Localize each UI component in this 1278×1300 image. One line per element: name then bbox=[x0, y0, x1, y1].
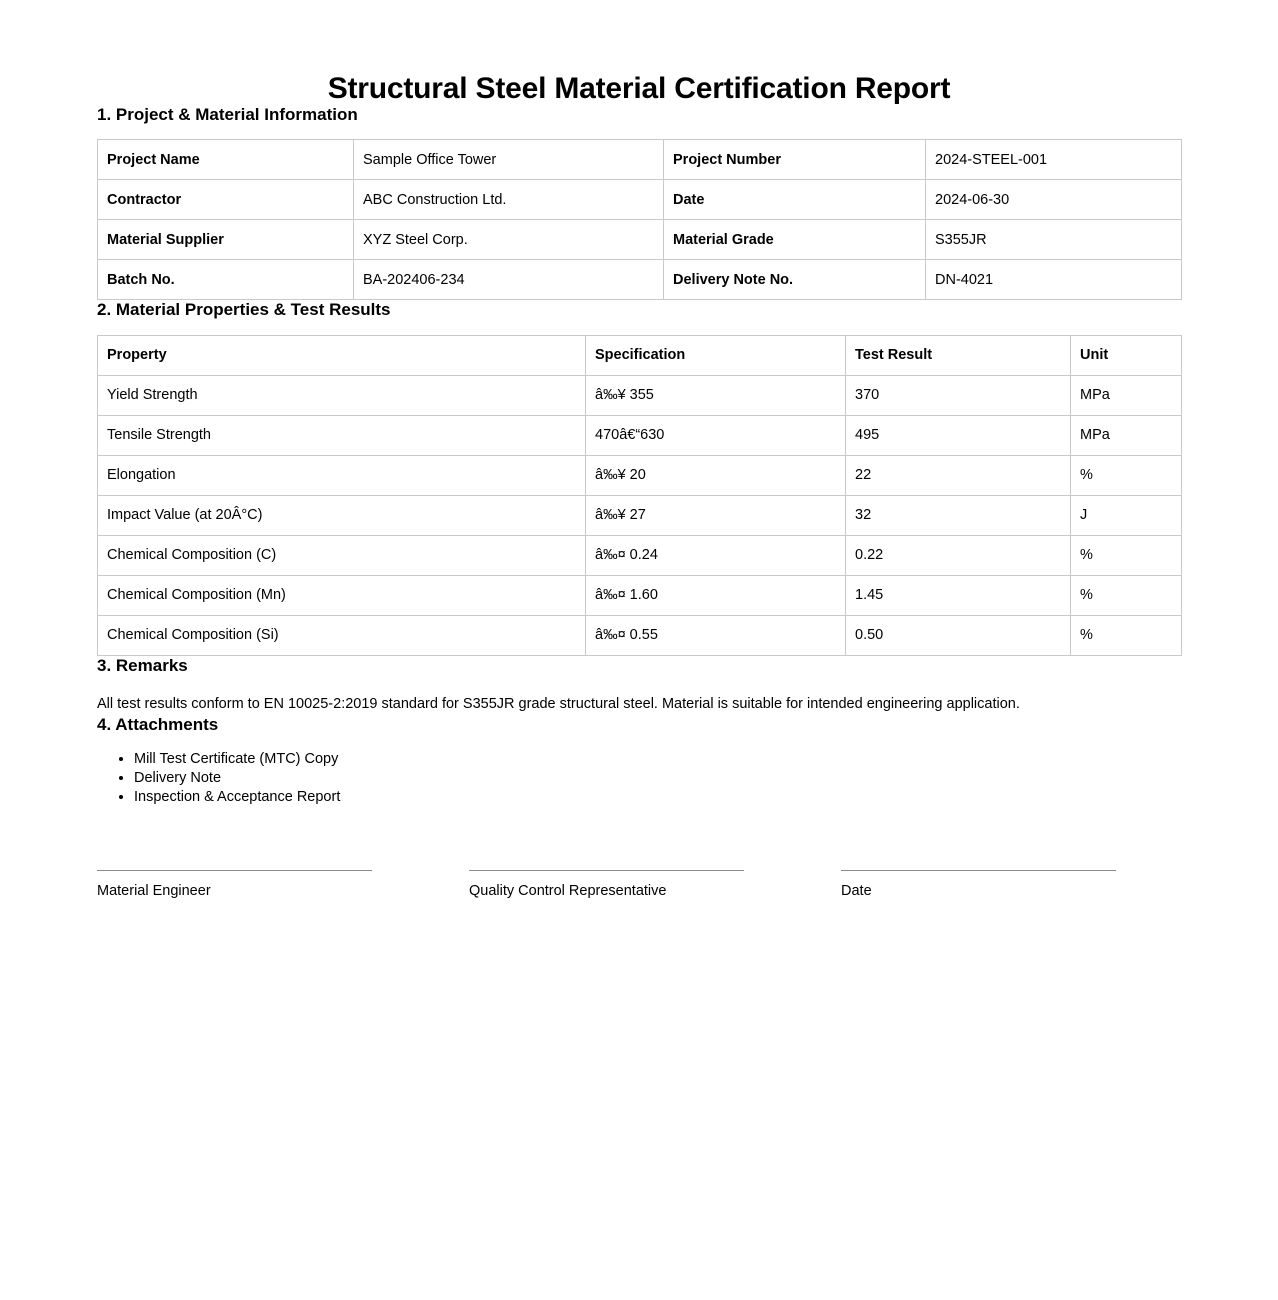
attachments-list bbox=[97, 750, 1181, 807]
cell-test-result: 22 bbox=[846, 455, 1071, 495]
table-row bbox=[98, 575, 1182, 615]
field-value: DN-4021 bbox=[926, 260, 1182, 300]
table-row bbox=[98, 415, 1182, 455]
field-label: Batch No. bbox=[98, 260, 354, 300]
list-item: • Delivery Note bbox=[134, 769, 1181, 788]
field-value: 2024-06-30 bbox=[926, 180, 1182, 220]
list-item: • Inspection & Acceptance Report bbox=[134, 788, 1181, 807]
cell-specification: â‰¥ 20 bbox=[586, 455, 846, 495]
field-label: Project Name bbox=[98, 140, 354, 180]
signature-block-material-engineer bbox=[97, 870, 469, 900]
column-header-specification: Specification bbox=[586, 335, 846, 375]
field-value: ABC Construction Ltd. bbox=[354, 180, 664, 220]
table-row bbox=[98, 220, 1182, 260]
section-heading-remarks: 3. Remarks bbox=[97, 655, 188, 675]
signature-label: Quality Control Representative bbox=[469, 882, 667, 899]
table-row bbox=[98, 615, 1182, 655]
cell-specification: â‰¤ 1.60 bbox=[586, 575, 846, 615]
field-label: Project Number bbox=[664, 140, 926, 180]
field-value: Sample Office Tower bbox=[354, 140, 664, 180]
field-value: XYZ Steel Corp. bbox=[354, 220, 664, 260]
cell-test-result: 0.50 bbox=[846, 615, 1071, 655]
field-value: 2024-STEEL-001 bbox=[926, 140, 1182, 180]
cell-property: Chemical Composition (C) bbox=[98, 535, 586, 575]
table-row bbox=[98, 455, 1182, 495]
material-properties-table bbox=[97, 335, 1182, 656]
cell-property: Chemical Composition (Si) bbox=[98, 615, 586, 655]
remarks-text: All test results conform to EN 10025-2:2019 standard for S355JR grade structural steel. Material is suitable for intended engineering application. bbox=[97, 696, 1020, 713]
cell-unit: MPa bbox=[1071, 415, 1182, 455]
cell-specification: â‰¤ 0.24 bbox=[586, 535, 846, 575]
cell-property: Tensile Strength bbox=[98, 415, 586, 455]
project-info-table bbox=[97, 139, 1182, 300]
section-heading-project-info: 1. Project & Material Information bbox=[97, 105, 358, 124]
page-title: Structural Steel Material Certification Report bbox=[327, 72, 951, 105]
field-label: Delivery Note No. bbox=[664, 260, 926, 300]
field-label: Material Supplier bbox=[98, 220, 354, 260]
cell-unit: MPa bbox=[1071, 375, 1182, 415]
cell-unit: % bbox=[1071, 615, 1182, 655]
cell-unit: % bbox=[1071, 535, 1182, 575]
cell-unit: % bbox=[1071, 455, 1182, 495]
cell-test-result: 370 bbox=[846, 375, 1071, 415]
cell-property: Impact Value (at 20Â°C) bbox=[98, 495, 586, 535]
cell-test-result: 1.45 bbox=[846, 575, 1071, 615]
table-row bbox=[98, 495, 1182, 535]
document-body bbox=[0, 105, 1278, 900]
table-row bbox=[98, 180, 1182, 220]
table-header-row bbox=[98, 335, 1182, 375]
field-label: Contractor bbox=[98, 180, 354, 220]
field-label: Date bbox=[664, 180, 926, 220]
table-row bbox=[98, 260, 1182, 300]
signature-block-quality-control bbox=[469, 870, 841, 900]
field-label: Material Grade bbox=[664, 220, 926, 260]
section-heading-attachments: 4. Attachments bbox=[97, 715, 219, 735]
cell-specification: â‰¤ 0.55 bbox=[586, 615, 846, 655]
signature-line bbox=[97, 870, 372, 871]
cell-property: Yield Strength bbox=[98, 375, 586, 415]
cell-property: Elongation bbox=[98, 455, 586, 495]
cell-test-result: 0.22 bbox=[846, 535, 1071, 575]
section-heading-material-properties: 2. Material Properties & Test Results bbox=[97, 300, 391, 320]
signature-row bbox=[97, 870, 1181, 900]
cell-test-result: 495 bbox=[846, 415, 1071, 455]
cell-unit: J bbox=[1071, 495, 1182, 535]
cell-test-result: 32 bbox=[846, 495, 1071, 535]
signature-label: Material Engineer bbox=[97, 882, 211, 899]
table-row bbox=[98, 535, 1182, 575]
cell-specification: 470â€“630 bbox=[586, 415, 846, 455]
signature-line bbox=[841, 870, 1116, 871]
signature-line bbox=[469, 870, 744, 871]
cell-property: Chemical Composition (Mn) bbox=[98, 575, 586, 615]
column-header-unit: Unit bbox=[1071, 335, 1182, 375]
column-header-property: Property bbox=[98, 335, 586, 375]
field-value: BA-202406-234 bbox=[354, 260, 664, 300]
list-item: • Mill Test Certificate (MTC) Copy bbox=[134, 750, 1181, 769]
cell-specification: â‰¥ 27 bbox=[586, 495, 846, 535]
signature-block-date bbox=[841, 870, 1131, 900]
column-header-test-result: Test Result bbox=[846, 335, 1071, 375]
field-value: S355JR bbox=[926, 220, 1182, 260]
cell-specification: â‰¥ 355 bbox=[586, 375, 846, 415]
cell-unit: % bbox=[1071, 575, 1182, 615]
table-row bbox=[98, 140, 1182, 180]
signature-label: Date bbox=[841, 882, 872, 899]
table-row bbox=[98, 375, 1182, 415]
